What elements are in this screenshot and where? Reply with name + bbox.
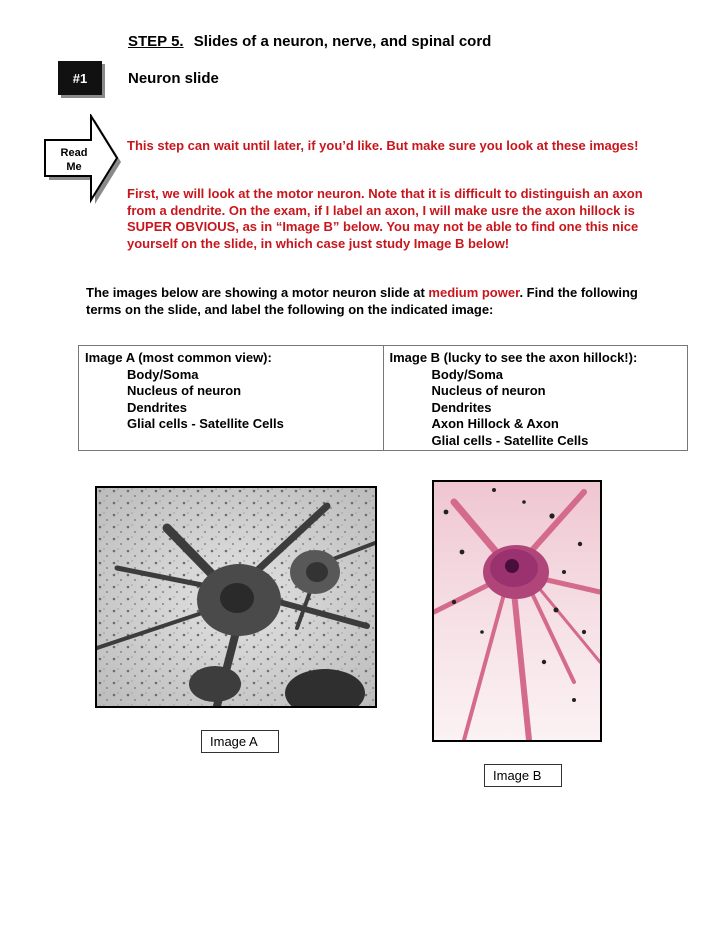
neuron-grayscale-illustration	[97, 488, 375, 706]
micrograph-image-b	[432, 480, 602, 742]
term-item: Dendrites	[127, 399, 187, 415]
term-item: Nucleus of neuron	[431, 383, 546, 398]
image-a-caption: Image A	[201, 730, 279, 753]
page-heading	[128, 33, 491, 50]
terms-heading-b: Image B (lucky to see the axon hillock!):	[389, 350, 638, 365]
medium-power-highlight: medium power	[428, 285, 520, 300]
terms-column-image-b	[383, 346, 688, 450]
term-item: Nucleus of neuron	[127, 383, 242, 398]
term-item: Glial cells - Satellite Cells	[127, 416, 284, 431]
term-item: Body/Soma	[431, 366, 504, 382]
page-title: Slides of a neuron, nerve, and spinal cord	[193, 33, 492, 50]
section-subtitle: Neuron slide	[128, 70, 219, 87]
terms-column-image-a	[79, 346, 383, 450]
terms-heading-a: Image A (most common view):	[85, 350, 272, 365]
image-b-caption: Image B	[484, 764, 562, 787]
term-item: Glial cells - Satellite Cells	[431, 432, 589, 448]
term-item: Axon Hillock & Axon	[431, 416, 559, 431]
term-item: Dendrites	[431, 399, 492, 415]
micrograph-image-a	[95, 486, 377, 708]
term-item: Body/Soma	[127, 366, 199, 382]
terms-table	[78, 345, 688, 451]
note-paragraph-1: This step can wait until later, if you’d like. But make sure you look at these images!	[127, 138, 639, 153]
step-label: STEP 5.	[128, 33, 184, 50]
note-paragraph-2: First, we will look at the motor neuron. Note that it is difficult to distinguish an axon from a dendrite. On the exam, if I label an axon, I will make usre the axon hillock is SUPER OBVIOUS, as in “Image B” below. You may not be able to find one this nice yourself on the slide, in which case just study Image B below!	[127, 186, 643, 251]
neuron-stained-illustration	[434, 482, 600, 740]
instructions-paragraph: The images below are showing a motor neuron slide at medium power. Find the following terms on the slide, and label the following on the indicated image:	[86, 285, 638, 317]
read-me-label: Read Me	[60, 147, 88, 173]
step-number-badge: #1	[58, 61, 102, 95]
